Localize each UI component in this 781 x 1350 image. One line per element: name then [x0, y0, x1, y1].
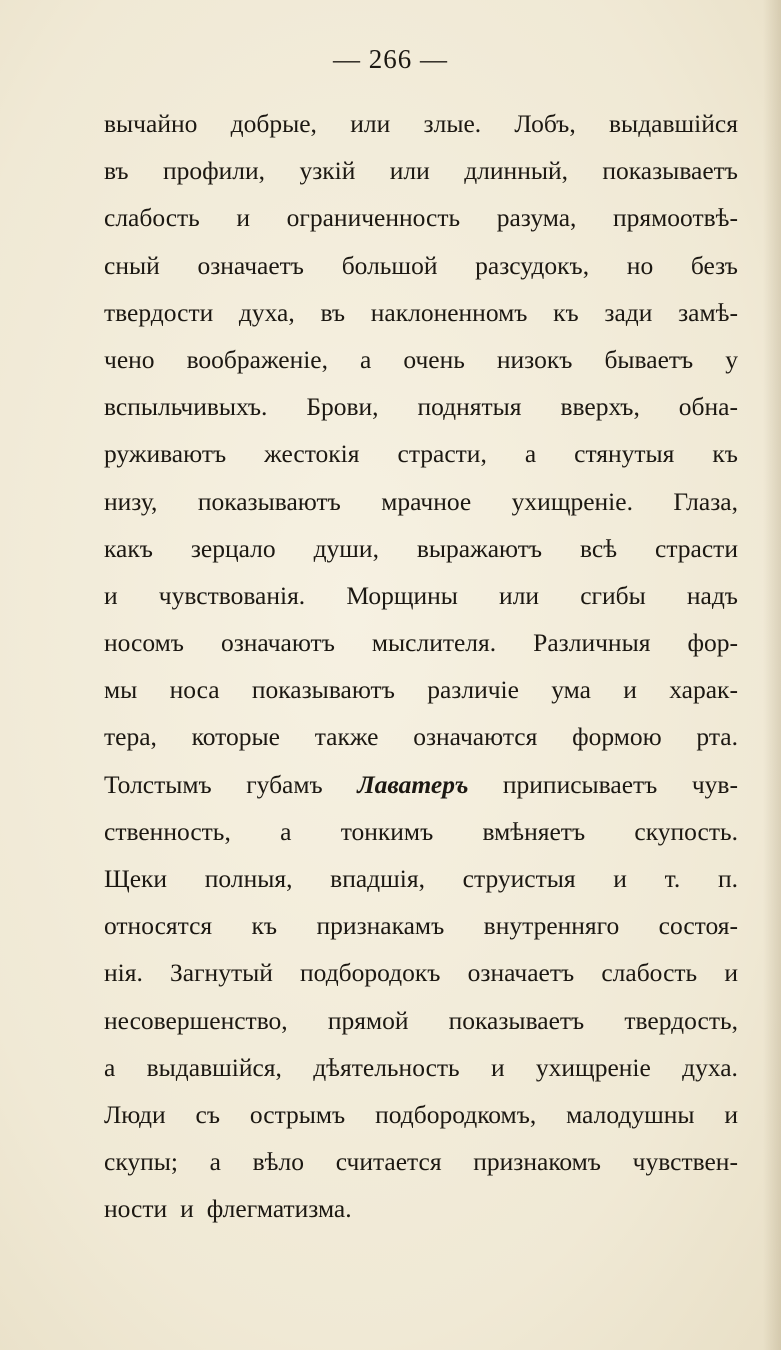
text-line [104, 336, 738, 383]
word: которые [191, 722, 280, 752]
word: показываетъ [602, 156, 738, 186]
word: вѣло [252, 1147, 305, 1177]
word: считается [335, 1147, 442, 1177]
word: скупы; [104, 1147, 178, 1177]
text-line [104, 430, 738, 477]
word: подбородкомъ, [375, 1099, 537, 1129]
word: страсти [655, 533, 738, 563]
word: и [623, 675, 637, 705]
word: Загнутый [170, 958, 273, 988]
word: поднятыя [417, 392, 522, 422]
word: приписываетъ [502, 769, 658, 799]
word: дѣятельность [313, 1052, 460, 1082]
word: означаютъ [220, 628, 335, 658]
word: ограниченность [286, 203, 461, 233]
text-line [104, 1091, 738, 1138]
word: относятся [104, 911, 213, 941]
word: и [724, 958, 738, 988]
word: выдавшійся [609, 109, 738, 138]
word: полныя, [204, 864, 293, 893]
word: формою [572, 722, 662, 752]
word: а [360, 344, 372, 374]
word: вычайно [104, 109, 198, 138]
word: также [314, 722, 379, 752]
word: признакамъ [316, 911, 445, 941]
text-line [104, 1185, 738, 1232]
word: мыслителя. [371, 628, 497, 658]
word: твердости [104, 297, 214, 327]
text-line [104, 383, 738, 430]
word: въ [320, 297, 346, 327]
word: харак- [669, 675, 738, 705]
page-number: — 266 — [333, 44, 448, 74]
text-line [104, 666, 738, 713]
word: и [104, 580, 118, 610]
word: замѣ- [678, 297, 738, 327]
text-line [104, 572, 738, 619]
word: губамъ [246, 769, 323, 799]
word: фор- [687, 628, 738, 658]
word: низокъ [496, 344, 573, 374]
word: прямоотвѣ- [613, 203, 738, 233]
word: слабость [104, 203, 200, 233]
word: узкій [299, 156, 356, 186]
word: или [389, 156, 430, 186]
word: твердость, [624, 1005, 738, 1035]
word: Различныя [533, 628, 651, 658]
word: различіе [427, 675, 519, 705]
word: разума, [496, 203, 577, 233]
word: Глаза, [673, 486, 738, 516]
word: впадшія, [330, 864, 425, 893]
text-line [104, 949, 738, 996]
word: чено [104, 344, 155, 374]
word: означаются [413, 722, 538, 752]
word: ухищреніе [535, 1052, 651, 1082]
text-line [104, 855, 738, 902]
word: стянутыя [574, 439, 675, 469]
word: большой [341, 250, 438, 280]
word: означаетъ [467, 958, 575, 988]
word: выдавшійся, [146, 1052, 282, 1082]
text-line [104, 147, 738, 194]
word: Толстымъ [104, 769, 212, 799]
word: Брови, [306, 392, 379, 422]
text-line [104, 902, 738, 949]
word: обна- [678, 392, 738, 422]
word: тера, [104, 722, 157, 752]
text-line [104, 194, 738, 241]
word: скупость. [634, 816, 738, 846]
word: наклоненномъ [370, 297, 528, 327]
word: Щеки [104, 864, 168, 893]
word: ственность, [104, 816, 231, 846]
word: а [209, 1147, 221, 1177]
word: Люди [104, 1099, 166, 1129]
word: мрачное [381, 486, 472, 516]
word: носа [169, 675, 220, 705]
word: Морщины [346, 580, 458, 610]
word: но [626, 250, 654, 280]
word: а [524, 439, 537, 469]
word: низу, [104, 486, 158, 516]
word: внутренняго [483, 911, 620, 941]
word: и [490, 1052, 505, 1082]
word: руживаютъ [104, 439, 227, 469]
word: вмѣняетъ [482, 816, 586, 846]
word: состоя- [658, 911, 738, 941]
word: выражаютъ [416, 533, 543, 563]
word: флегматизма. [206, 1194, 352, 1224]
word: бываетъ [604, 344, 694, 374]
word: вспыльчивыхъ. [104, 392, 268, 422]
word: воображеніе, [186, 344, 328, 374]
word: зерцало [190, 533, 276, 563]
word: къ [712, 439, 738, 469]
word: съ [195, 1099, 221, 1129]
text-line [104, 808, 738, 855]
text-line [104, 289, 738, 336]
word: сный [104, 250, 160, 280]
word: нія. [104, 958, 143, 988]
word: жестокія [264, 439, 360, 469]
word: разсудокъ, [475, 250, 590, 280]
word: ности [104, 1194, 168, 1224]
word: какъ [104, 533, 153, 563]
text-line [104, 713, 738, 760]
text-line [104, 619, 738, 666]
word: малодушны [566, 1099, 695, 1129]
word: острымъ [249, 1099, 346, 1129]
word: безъ [690, 250, 738, 280]
word: страсти, [397, 439, 487, 469]
text-line [104, 100, 738, 147]
word: означаетъ [197, 250, 304, 280]
word: несовершенство, [104, 1005, 288, 1035]
word: у [725, 344, 738, 374]
word: показываетъ [448, 1005, 585, 1035]
word: профили, [162, 156, 266, 186]
page-edge-shadow [763, 0, 781, 1350]
word: къ [251, 911, 278, 941]
text-line [104, 1138, 738, 1185]
word: слабость [601, 958, 698, 988]
word: мы [104, 675, 138, 705]
text-line [104, 1044, 738, 1091]
word: духа, [238, 297, 295, 327]
word: чувствен- [632, 1147, 738, 1177]
word: подбородокъ [300, 958, 441, 988]
word: зади [604, 297, 653, 327]
word: въ [104, 156, 129, 186]
text-line [104, 478, 738, 525]
word: надъ [686, 580, 738, 610]
word: или [499, 580, 540, 610]
word: души, [313, 533, 379, 563]
word: сгибы [580, 580, 646, 610]
text-line [104, 525, 738, 572]
word: и [236, 203, 251, 233]
word: тонкимъ [340, 816, 434, 846]
word: показываютъ [197, 486, 341, 516]
word: и [613, 864, 627, 893]
text-line [104, 242, 738, 289]
text-line [104, 761, 738, 808]
word: струистыя [462, 864, 576, 893]
body-text [104, 100, 738, 1233]
word: и [724, 1099, 738, 1129]
word: а [280, 816, 292, 846]
word: т. [664, 864, 681, 893]
word: чувствованія. [158, 580, 306, 610]
word: прямой [327, 1005, 409, 1035]
word: къ [553, 297, 579, 327]
word: признакомъ [473, 1147, 601, 1177]
word: ума [551, 675, 591, 705]
word: очень [403, 344, 465, 374]
word: чув- [691, 769, 738, 799]
word: а [104, 1052, 116, 1082]
text-line [104, 997, 738, 1044]
word: рта. [696, 722, 738, 752]
word: вверхъ, [560, 392, 640, 422]
word: показываютъ [251, 675, 395, 705]
word: Лаватеръ [357, 769, 469, 799]
word: или [350, 109, 391, 138]
word: добрые, [230, 109, 317, 138]
word: п. [717, 864, 738, 893]
word: и [180, 1194, 194, 1224]
word: Лобъ, [514, 109, 576, 138]
word: злые. [423, 109, 482, 138]
word: носомъ [104, 628, 184, 658]
word: ухищреніе. [511, 486, 633, 516]
word: духа. [682, 1052, 738, 1082]
word: всѣ [580, 533, 618, 563]
word: длинный, [464, 156, 568, 186]
